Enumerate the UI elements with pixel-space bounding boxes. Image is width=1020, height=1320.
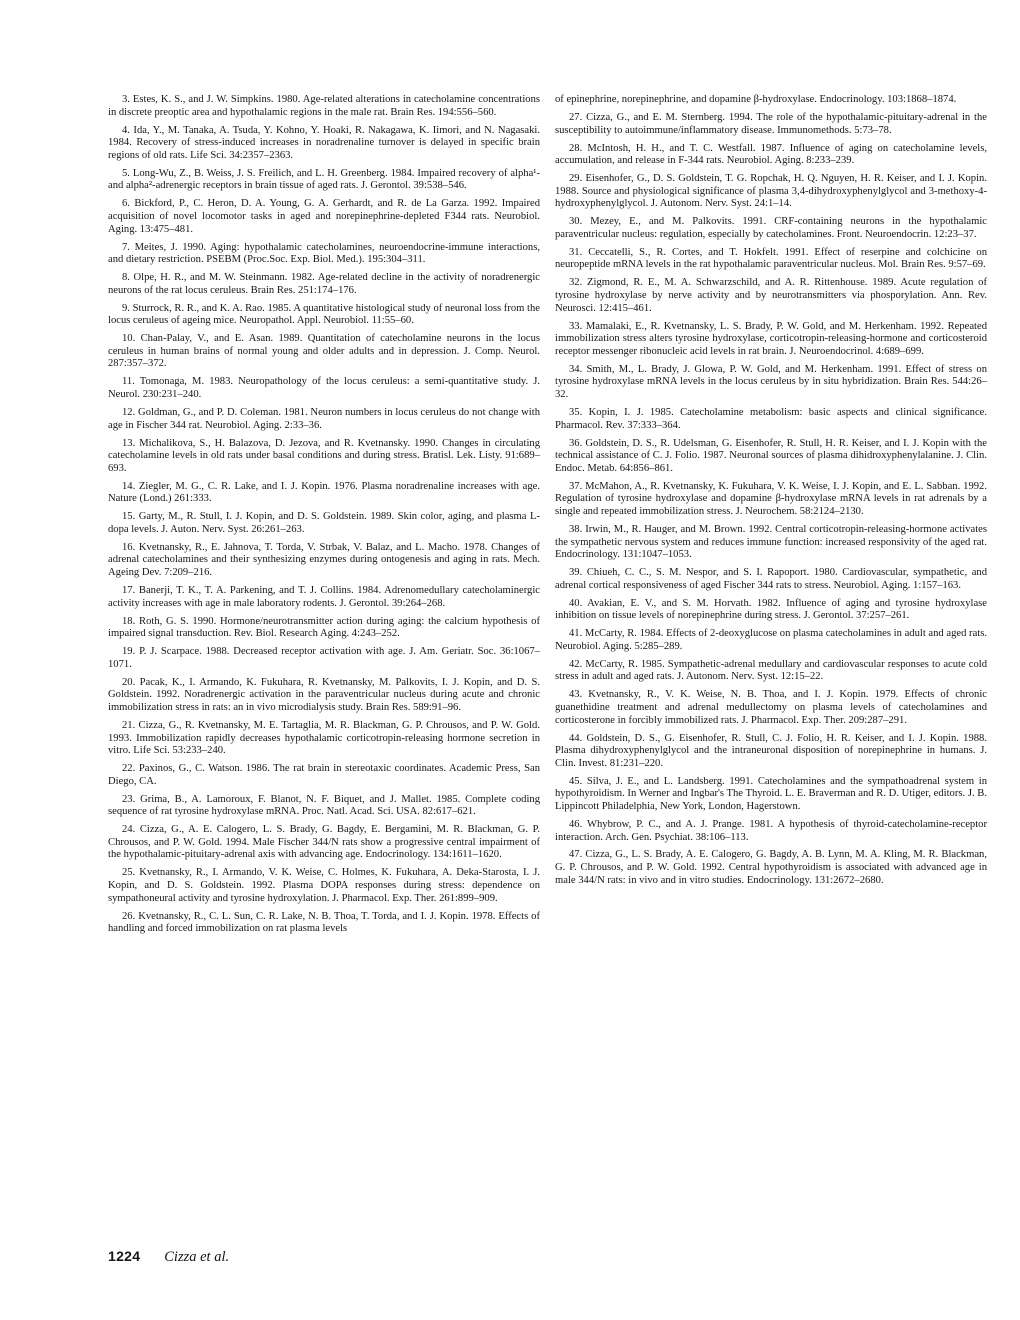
page-number: 1224 bbox=[108, 1248, 141, 1264]
reference-item: 45. Silva, J. E., and L. Landsberg. 1991. Catecholamines and the sympathoadrenal system in hypothyroidism. In Werner and Ingbar's The Thyroid. L. E. Braverman and R. D. Utiger, editors. J. B. Lippincott Philadelphia, New York, London, Hagerstown. bbox=[555, 775, 987, 812]
reference-item: 29. Eisenhofer, G., D. S. Goldstein, T. G. Ropchak, H. Q. Nguyen, H. R. Keiser, and I. J. Kopin. 1988. Source and physiological significance of plasma 3,4-dihydroxyphenylglycol and 3-methoxy-4-hydroxyphenylglycol. J. Autonom. Nerv. Syst. 24:1–14. bbox=[555, 173, 987, 210]
reference-item: 31. Ceccatelli, S., R. Cortes, and T. Hokfelt. 1991. Effect of reserpine and colchicine on neuropeptide mRNA levels in the rat hypothalamic paraventricular nucleus. Mol. Brain Res. 9:57–69. bbox=[555, 246, 987, 271]
page-footer bbox=[108, 1248, 229, 1265]
reference-item: 47. Cizza, G., L. S. Brady, A. E. Calogero, G. Bagdy, A. B. Lynn, M. A. Kling, M. R. Blackman, G. P. Chrousos, and P. W. Gold. 1992. Central hypothyroidism is associated with advanced age in male 344/N rats: in vivo and in vitro studies. Endocrinology. 131:2672–2680. bbox=[555, 849, 987, 886]
reference-item: 44. Goldstein, D. S., G. Eisenhofer, R. Stull, C. J. Folio, H. R. Keiser, and I. J. Kopin. 1988. Plasma dihydroxyphenylglycol and the intraneuronal disposition of norepinephrine in humans. J. Clin. Invest. 81:231–220. bbox=[555, 732, 987, 769]
reference-item: 24. Cizza, G., A. E. Calogero, L. S. Brady, G. Bagdy, E. Bergamini, M. R. Blackman, G. P. Chrousos, and P. W. Gold. 1994. Male Fischer 344/N rats show a progressive central impairment of the hypothalamic-pituitary-adrenal axis with advancing age. Endocrinology. 134:1611–1620. bbox=[108, 824, 540, 861]
reference-item: 4. Ida, Y., M. Tanaka, A. Tsuda, Y. Kohno, Y. Hoaki, R. Nakagawa, K. Iimori, and N. Nagasaki. 1984. Recovery of stress-induced increases in noradrenaline turnover is delayed in specific brain regions of old rats. Life Sci. 34:2357–2363. bbox=[108, 124, 540, 161]
reference-item: 18. Roth, G. S. 1990. Hormone/neurotransmitter action during aging: the calcium hypothesis of impaired signal transduction. Rev. Biol. Research Aging. 4:243–252. bbox=[108, 615, 540, 640]
reference-item: 26. Kvetnansky, R., C. L. Sun, C. R. Lake, N. B. Thoa, T. Torda, and I. J. Kopin. 1978. Effects of handling and forced immobilization on rat plasma levels bbox=[108, 910, 540, 935]
reference-item: 43. Kvetnansky, R., V. K. Weise, N. B. Thoa, and I. J. Kopin. 1979. Effects of chronic guanethidine treatment and adrenal medullectomy on plasma levels of catecholamines and corticosterone in forcibly immobilized rats. J. Pharmacol. Exp. Ther. 209:287–291. bbox=[555, 689, 987, 726]
reference-item: 3. Estes, K. S., and J. W. Simpkins. 1980. Age-related alterations in catecholamine concentrations in discrete preoptic area and hypothalamic regions in the male rat. Brain Res. 194:556–560. bbox=[108, 94, 540, 118]
reference-item: 41. McCarty, R. 1984. Effects of 2-deoxyglucose on plasma catecholamines in adult and aged rats. Neurobiol. Aging. 5:285–289. bbox=[555, 628, 987, 652]
reference-item: 35. Kopin, I. J. 1985. Catecholamine metabolism: basic aspects and clinical significance. Pharmacol. Rev. 37:333–364. bbox=[555, 406, 987, 431]
reference-item: 13. Michalikova, S., H. Balazova, D. Jezova, and R. Kvetnansky. 1990. Changes in circulating catecholamine levels in old rats under basal conditions and during stress. Bratisl. Lek. Listy. 91:689–693. bbox=[108, 437, 540, 474]
reference-item: 5. Long-Wu, Z., B. Weiss, J. S. Freilich, and L. H. Greenberg. 1984. Impaired recovery of alpha¹- and alpha²-adrenergic receptors in brain tissue of aged rats. J. Gerontol. 39:538–546. bbox=[108, 167, 540, 192]
reference-item: 27. Cizza, G., and E. M. Sternberg. 1994. The role of the hypothalamic-pituitary-adrenal in the susceptibility to autoimmune/inflammatory disease. Immunomethods. 5:73–78. bbox=[555, 111, 987, 136]
reference-item: 7. Meites, J. 1990. Aging: hypothalamic catecholamines, neuroendocrine-immune interactions, and dietary restriction. PSEBM (Proc.Soc. Exp. Biol. Med.). 195:304–311. bbox=[108, 241, 540, 266]
reference-item-continued: of epinephrine, norepinephrine, and dopamine β-hydroxylase. Endocrinology. 103:1868–1874. bbox=[555, 94, 957, 105]
reference-item: 22. Paxinos, G., C. Watson. 1986. The rat brain in stereotaxic coordinates. Academic Press, San Diego, CA. bbox=[108, 763, 540, 787]
reference-item: 12. Goldman, G., and P. D. Coleman. 1981. Neuron numbers in locus ceruleus do not change with age in Fischer 344 rat. Neurobiol. Aging. 2:33–36. bbox=[108, 406, 540, 431]
reference-list-left-column bbox=[108, 94, 540, 941]
reference-item: 21. Cizza, G., R. Kvetnansky, M. E. Tartaglia, M. R. Blackman, G. P. Chrousos, and P. W. Gold. 1993. Immobilization rapidly decreases hypothalamic corticotropin-releasing hormone secretion in vitro. Life Sci. 53:233–240. bbox=[108, 719, 540, 757]
reference-item: 23. Grima, B., A. Lamoroux, F. Blanot, N. F. Biquet, and J. Mallet. 1985. Complete coding sequence of rat tyrosine hydroxylase mRNA. Proc. Natl. Acad. Sci. USA. 82:617–621. bbox=[108, 793, 540, 818]
reference-item: 8. Olpe, H. R., and M. W. Steinmann. 1982. Age-related decline in the activity of noradrenergic neurons of the rat locus ceruleus. Brain Res. 251:174–176. bbox=[108, 272, 540, 296]
running-head: Cizza et al. bbox=[164, 1249, 230, 1265]
reference-item: 36. Goldstein, D. S., R. Udelsman, G. Eisenhofer, R. Stull, H. R. Keiser, and I. J. Kopin with the technical assistance of C. J. Folio. 1987. Neuronal sources of plasma dihidroxyphenylalanine. J. Clin. Endoc. Metab. 64:856–861. bbox=[555, 437, 987, 474]
reference-item: 6. Bickford, P., C. Heron, D. A. Young, G. A. Gerhardt, and R. de La Garza. 1992. Impaired acquisition of novel locomotor tasks in aged and norepinephrine-depleted F344 rats. Neurobiol. Aging. 13:475–481. bbox=[108, 198, 540, 235]
reference-item: 20. Pacak, K., I. Armando, K. Fukuhara, R. Kvetnansky, M. Palkovits, I. J. Kopin, and D. S. Goldstein. 1992. Noradrenergic activation in the paraventricular nucleus during acute and chronic immobilization stress in rats: an in vivo microdialysis study. Brain Res. 589:91–96. bbox=[108, 676, 540, 713]
reference-item: 38. Irwin, M., R. Hauger, and M. Brown. 1992. Central corticotropin-releasing-hormone activates the sympathetic nervous system and reduces immune function: increased responsivity of the aged rat. Endocrinology. 131:1047–1053. bbox=[555, 523, 987, 561]
reference-item: 17. Banerji, T. K., T. A. Parkening, and T. J. Collins. 1984. Adrenomedullary catecholaminergic activity increases with age in male laboratory rodents. J. Gerontol. 39:264–268. bbox=[108, 585, 540, 609]
reference-item: 28. McIntosh, H. H., and T. C. Westfall. 1987. Influence of aging on catecholamine levels, accumulation, and release in F-344 rats. Neurobiol. Aging. 8:233–239. bbox=[555, 142, 987, 167]
reference-item: 37. McMahon, A., R. Kvetnansky, K. Fukuhara, V. K. Weise, I. J. Kopin, and E. L. Sabban. 1992. Regulation of tyrosine hydroxylase and dopamine β-hydroxylase mRNA levels in rat adrenals by a single and repeated immobilization stress. J. Neurochem. 58:2124–2130. bbox=[555, 480, 987, 517]
reference-item: 15. Garty, M., R. Stull, I. J. Kopin, and D. S. Goldstein. 1989. Skin color, aging, and plasma L-dopa levels. J. Auton. Nerv. Syst. 26:261–263. bbox=[108, 511, 540, 535]
reference-item: 9. Sturrock, R. R., and K. A. Rao. 1985. A quantitative histological study of neuronal loss from the locus ceruleus of ageing mice. Neuropathol. Appl. Neurobiol. 11:55–60. bbox=[108, 302, 540, 327]
reference-item: 14. Ziegler, M. G., C. R. Lake, and I. J. Kopin. 1976. Plasma noradrenaline increases with age. Nature (Lond.) 261:333. bbox=[108, 480, 540, 505]
reference-item: 30. Mezey, E., and M. Palkovits. 1991. CRF-containing neurons in the hypothalamic paraventricular nucleus: regulation, especially by catecholamines. Front. Neuroendocrin. 12:23–37. bbox=[555, 216, 987, 240]
reference-item: 16. Kvetnansky, R., E. Jahnova, T. Torda, V. Strbak, V. Balaz, and L. Macho. 1978. Changes of adrenal catecholamines and their synthesizing enzymes during ontogenesis and aging in rats. Mech. Ageing Dev. 7:209–216. bbox=[108, 541, 540, 579]
reference-item: 11. Tomonaga, M. 1983. Neuropathology of the locus ceruleus: a semi-quantitative study. J. Neurol. 230:231–240. bbox=[108, 376, 540, 400]
reference-item: 25. Kvetnansky, R., I. Armando, V. K. Weise, C. Holmes, K. Fukuhara, A. Deka-Starosta, I. J. Kopin, and D. S. Goldstein. 1992. Plasma DOPA responses during stress: dependence on sympathoneural activity and tyrosine hydroxylation. J. Pharmacol. Exp. Ther. 261:899–909. bbox=[108, 867, 540, 904]
reference-item: 40. Avakian, E. V., and S. M. Horvath. 1982. Influence of aging and tyrosine hydroxylase inhibition on tissue levels of norepinephrine during stress. J. Gerontol. 37:257–261. bbox=[555, 597, 987, 622]
reference-item: 33. Mamalaki, E., R. Kvetnansky, L. S. Brady, P. W. Gold, and M. Herkenham. 1992. Repeated immobilization stress alters tyrosine hydroxylase, corticotropin-releasing-hormone and corticosteroid receptor messenger ribonucleic acid levels in rat brain. J. Neuroendocrinol. 4:689–699. bbox=[555, 320, 987, 357]
reference-item: 10. Chan-Palay, V., and E. Asan. 1989. Quantitation of catecholamine neurons in the locus ceruleus in human brains of normal young and older adults and in depression. J. Comp. Neurol. 287:357–372. bbox=[108, 333, 540, 370]
reference-item: 46. Whybrow, P. C., and A. J. Prange. 1981. A hypothesis of thyroid-catecholamine-receptor interaction. Arch. Gen. Psychiat. 38:106–113. bbox=[555, 818, 987, 843]
reference-item: 34. Smith, M., L. Brady, J. Glowa, P. W. Gold, and M. Herkenham. 1991. Effect of stress on tyrosine hydroxylase mRNA levels in the locus ceruleus by in situ hybridization. Brain Res. 544:26–32. bbox=[555, 363, 987, 400]
reference-item: 42. McCarty, R. 1985. Sympathetic-adrenal medullary and cardiovascular responses to acute cold stress in adult and aged rats. J. Autonom. Nerv. Syst. 12:15–22. bbox=[555, 658, 987, 683]
reference-item: 19. P. J. Scarpace. 1988. Decreased receptor activation with age. J. Am. Geriatr. Soc. 36:1067–1071. bbox=[108, 646, 540, 670]
reference-item: 32. Zigmond, R. E., M. A. Schwarzschild, and A. R. Rittenhouse. 1989. Acute regulation of tyrosine hydroxylase by nerve activity and by neurotransmitters via phosporylation. Ann. Rev. Neurosci. 12:415–461. bbox=[555, 277, 987, 314]
reference-item: 39. Chiueh, C. C., S. M. Nespor, and S. I. Rapoport. 1980. Cardiovascular, sympathetic, and adrenal cortical responsiveness of aged Fischer 344 rats to stress. Neurobiol. Aging. 1:157–163. bbox=[555, 567, 987, 591]
reference-list-right-column bbox=[555, 94, 987, 893]
